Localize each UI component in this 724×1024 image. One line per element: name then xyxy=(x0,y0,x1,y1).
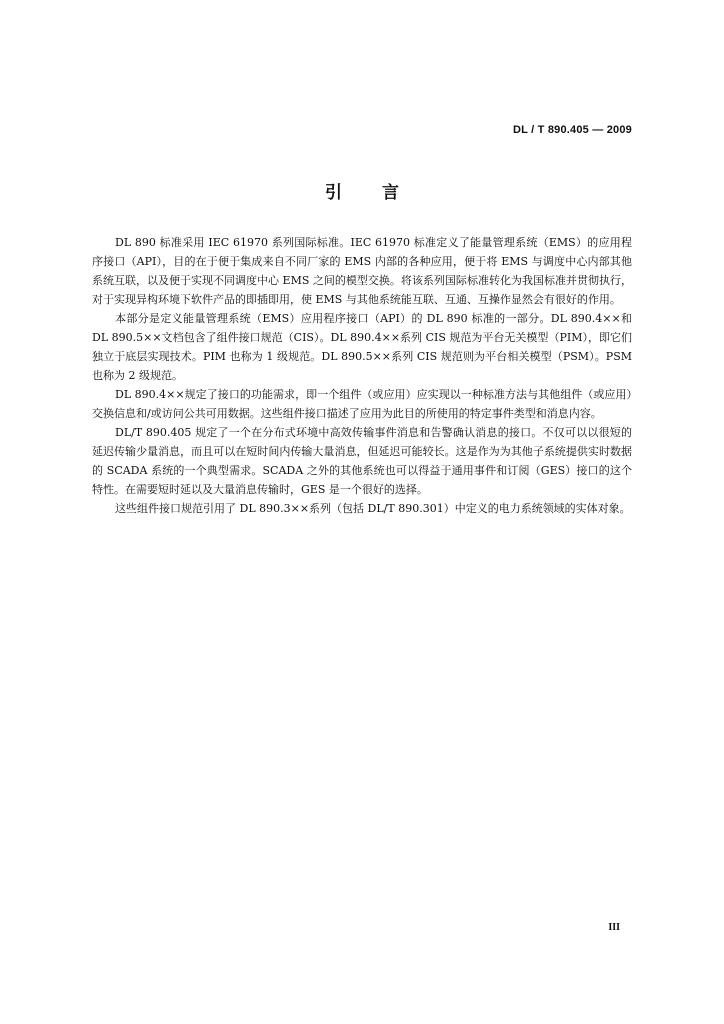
paragraph-3: DL 890.4××规定了接口的功能需求，即一个组件（或应用）应实现以一种标准方法与其他组件（或应用）交换信息和/或访问公共可用数据。这些组件接口描述了应用为此目的所使用的特定事件类型和消息内容。 xyxy=(92,388,632,420)
paragraph-2: 本部分是定义能量管理系统（EMS）应用程序接口（API）的 DL 890 标准的一部分。DL 890.4××和 DL 890.5××文档包含了组件接口规范（CIS）。DL 890.4××系列 CIS 规范为平台无关模型（PIM），即它们独立于底层实现技术。PIM 也称为 1 级规范。DL 890.5××系列 CIS 规范则为平台相关模型（PSM）。PSM 也称为 2 级规范。 xyxy=(92,312,632,382)
paragraph-4: DL/T 890.405 规定了一个在分布式环境中高效传输事件消息和告警确认消息的接口。不仅可以以很短的延迟传输少量消息，而且可以在短时间内传输大量消息，但延迟可能较长。这是作为为其他子系统提供实时数据的 SCADA 系统的一个典型需求。SCADA 之外的其他系统也可以得益于通用事件和订阅（GES）接口的这个特性。在需要短时延以及大量消息传输时，GES 是一个很好的选择。 xyxy=(92,426,632,496)
body-text xyxy=(92,233,632,518)
page-number: III xyxy=(608,922,620,933)
paragraph-1: DL 890 标准采用 IEC 61970 系列国际标准。IEC 61970 标准定义了能量管理系统（EMS）的应用程序接口（API），目的在于便于集成来自不同厂家的 EMS 内部的各种应用，便于将 EMS 与调度中心内部其他系统互联，以及便于实现不同调度中心 EMS 之间的模型交换。将该系列国际标准转化为我国标准并贯彻执行，对于实现异构环境下软件产品的即插即用，使 EMS 与其他系统能互联、互通、互操作显然会有很好的作用。 xyxy=(92,236,632,306)
document-code-header: DL / T 890.405 — 2009 xyxy=(513,124,632,136)
section-title: 引言 xyxy=(325,183,439,203)
paragraph-5: 这些组件接口规范引用了 DL 890.3××系列（包括 DL/T 890.301）中定义的电力系统领域的实体对象。 xyxy=(115,502,631,515)
